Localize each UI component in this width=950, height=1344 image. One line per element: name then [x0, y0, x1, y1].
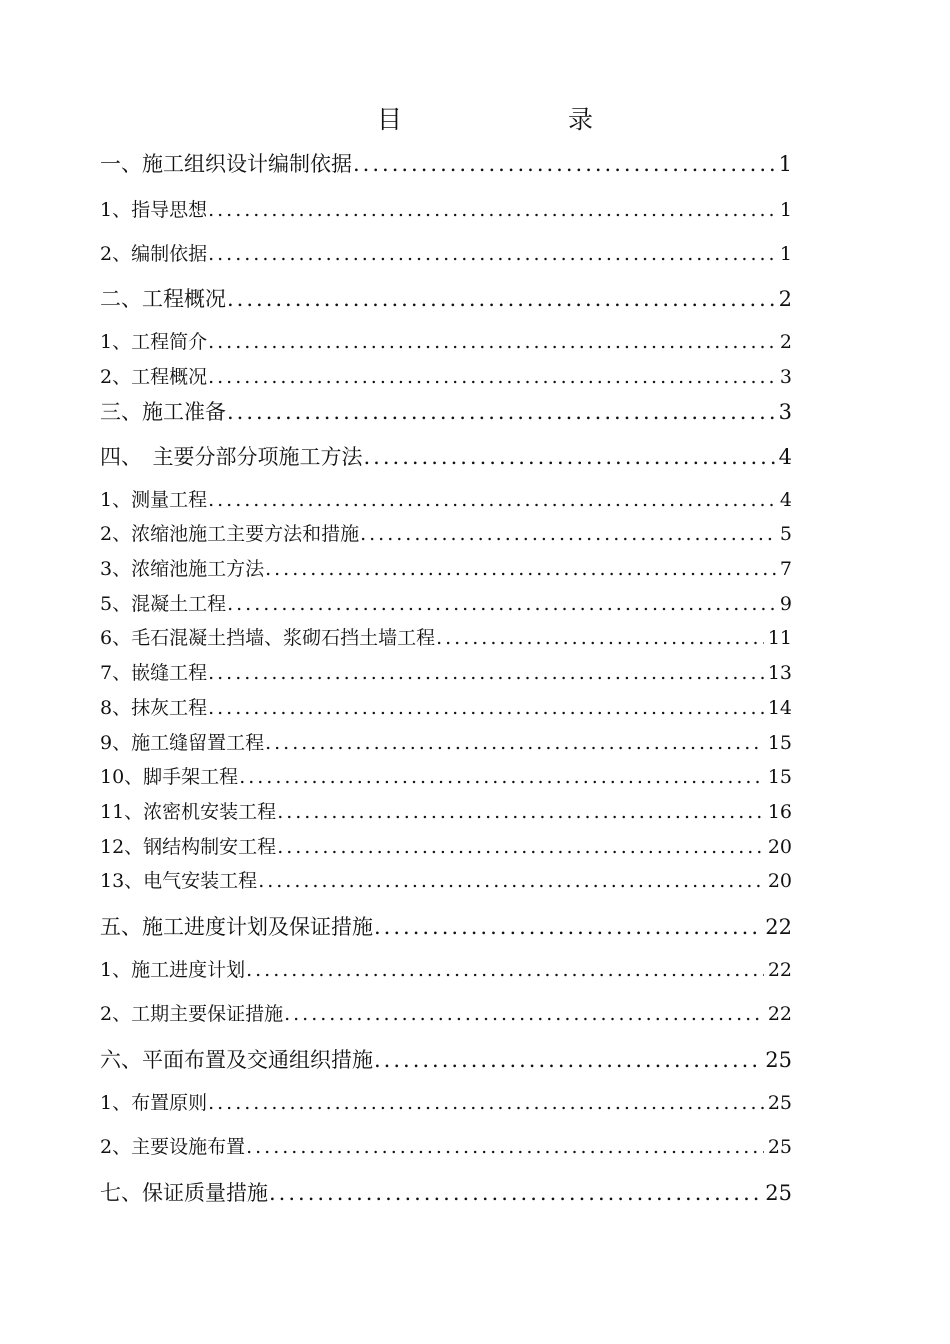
toc-entry-label: 9、施工缝留置工程	[100, 732, 265, 754]
toc-entry[interactable]	[100, 1132, 792, 1160]
toc-dot-leader	[226, 287, 775, 311]
toc-entry-page-number: 22	[767, 1003, 792, 1025]
toc-entry-label: 2、主要设施布置	[100, 1136, 246, 1158]
toc-dot-leader	[268, 1181, 761, 1205]
toc-entry-label: 11、浓密机安装工程	[100, 801, 277, 823]
toc-entry-label: 10、脚手架工程	[100, 766, 239, 788]
toc-entry-page-number: 1	[779, 243, 792, 265]
toc-entry-label: 六、平面布置及交通组织措施	[100, 1048, 373, 1072]
toc-dot-leader	[207, 697, 764, 719]
toc-entry-page-number: 4	[779, 489, 792, 511]
toc-dot-leader	[207, 331, 776, 353]
toc-entry[interactable]	[100, 1177, 792, 1207]
toc-entry-page-number: 25	[767, 1136, 792, 1158]
toc-dot-leader	[264, 732, 764, 754]
toc-entry-page-number: 3	[778, 400, 792, 424]
toc-entry-label: 七、保证质量措施	[100, 1181, 268, 1205]
toc-entry[interactable]	[100, 554, 792, 582]
toc-dot-leader	[373, 1048, 761, 1072]
toc-dot-leader	[207, 1092, 764, 1114]
toc-entry[interactable]	[100, 485, 792, 513]
toc-entry[interactable]	[100, 362, 792, 390]
toc-entry-label: 12、钢结构制安工程	[100, 836, 277, 858]
toc-entry-page-number: 22	[767, 959, 792, 981]
toc-entry-label: 2、工期主要保证措施	[100, 1003, 284, 1025]
toc-dot-leader	[257, 870, 764, 892]
toc-dot-leader	[245, 1136, 764, 1158]
toc-entry-page-number: 1	[778, 152, 792, 176]
toc-entry-label: 2、编制依据	[100, 243, 208, 265]
toc-entry[interactable]	[100, 728, 792, 756]
toc-entry-page-number: 9	[779, 593, 792, 615]
toc-entry[interactable]	[100, 658, 792, 686]
toc-entry[interactable]	[100, 396, 792, 426]
toc-dot-leader	[352, 152, 775, 176]
toc-entry-page-number: 25	[765, 1181, 792, 1205]
toc-entry[interactable]	[100, 832, 792, 860]
toc-entry-page-number: 4	[778, 445, 792, 469]
toc-entry[interactable]	[100, 195, 792, 223]
toc-dot-leader	[363, 445, 775, 469]
toc-entry-page-number: 2	[779, 331, 792, 353]
toc-entry-label: 五、施工进度计划及保证措施	[100, 915, 373, 939]
toc-dot-leader	[238, 766, 764, 788]
toc-entry[interactable]	[100, 955, 792, 983]
toc-entry[interactable]	[100, 589, 792, 617]
toc-entry-page-number: 1	[779, 199, 792, 221]
toc-entry-page-number: 7	[779, 558, 792, 580]
toc-dot-leader	[283, 1003, 764, 1025]
toc-entry-page-number: 25	[765, 1048, 792, 1072]
toc-entry-page-number: 13	[767, 662, 792, 684]
toc-entry[interactable]	[100, 148, 792, 178]
toc-entry[interactable]	[100, 693, 792, 721]
toc-dot-leader	[276, 836, 764, 858]
toc-dot-leader	[264, 558, 776, 580]
toc-dot-leader	[226, 400, 775, 424]
toc-entry-page-number: 20	[767, 836, 792, 858]
toc-dot-leader	[359, 523, 776, 545]
toc-entry[interactable]	[100, 797, 792, 825]
toc-entry[interactable]	[100, 999, 792, 1027]
toc-entry-label: 5、混凝土工程	[100, 593, 227, 615]
toc-entry-label: 1、施工进度计划	[100, 959, 246, 981]
toc-dot-leader	[373, 915, 761, 939]
toc-entry[interactable]	[100, 1044, 792, 1074]
toc-entry-label: 8、抹灰工程	[100, 697, 208, 719]
toc-entry-label: 三、施工准备	[100, 400, 226, 424]
toc-entry-label: 1、工程简介	[100, 331, 208, 353]
toc-entry[interactable]	[100, 239, 792, 267]
toc-entry-label: 一、施工组织设计编制依据	[100, 152, 352, 176]
toc-title-char-2: 录	[568, 105, 594, 134]
toc-title-char-1: 目	[377, 105, 403, 134]
toc-entry[interactable]	[100, 519, 792, 547]
toc-entry-page-number: 2	[778, 287, 792, 311]
toc-entry[interactable]	[100, 911, 792, 941]
toc-entry-page-number: 3	[779, 366, 792, 388]
toc-entry[interactable]	[100, 1088, 792, 1116]
toc-entry[interactable]	[100, 762, 792, 790]
toc-dot-leader	[207, 489, 776, 511]
toc-dot-leader	[207, 243, 776, 265]
toc-entry-page-number: 20	[767, 870, 792, 892]
toc-dot-leader	[226, 593, 776, 615]
toc-entry-label: 四、 主要分部分项施工方法	[100, 445, 363, 469]
toc-entry-page-number: 5	[779, 523, 792, 545]
toc-entry[interactable]	[100, 441, 792, 471]
toc-entry[interactable]	[100, 283, 792, 313]
toc-entry-label: 2、工程概况	[100, 366, 208, 388]
toc-dot-leader	[207, 199, 776, 221]
toc-entry-page-number: 22	[765, 915, 792, 939]
toc-entry-label: 3、浓缩池施工方法	[100, 558, 265, 580]
toc-entry-label: 6、毛石混凝土挡墙、浆砌石挡土墙工程	[100, 627, 436, 649]
toc-dot-leader	[276, 801, 764, 823]
toc-entry[interactable]	[100, 623, 792, 651]
toc-entry-page-number: 16	[767, 801, 792, 823]
toc-dot-leader	[207, 366, 776, 388]
toc-entry-label: 2、浓缩池施工主要方法和措施	[100, 523, 360, 545]
toc-dot-leader	[435, 627, 764, 649]
toc-entry-label: 1、测量工程	[100, 489, 208, 511]
toc-entry-label: 13、电气安装工程	[100, 870, 258, 892]
toc-entry-label: 1、布置原则	[100, 1092, 208, 1114]
toc-dot-leader	[245, 959, 764, 981]
toc-entry-page-number: 15	[767, 732, 792, 754]
toc-entry-label: 7、嵌缝工程	[100, 662, 208, 684]
toc-entry-page-number: 25	[767, 1092, 792, 1114]
toc-entry[interactable]	[100, 866, 792, 894]
toc-entry-label: 二、工程概况	[100, 287, 226, 311]
toc-entry-page-number: 15	[767, 766, 792, 788]
toc-entry[interactable]	[100, 327, 792, 355]
toc-entry-page-number: 11	[767, 627, 792, 649]
toc-dot-leader	[207, 662, 764, 684]
toc-entry-label: 1、指导思想	[100, 199, 208, 221]
toc-entry-page-number: 14	[767, 697, 792, 719]
